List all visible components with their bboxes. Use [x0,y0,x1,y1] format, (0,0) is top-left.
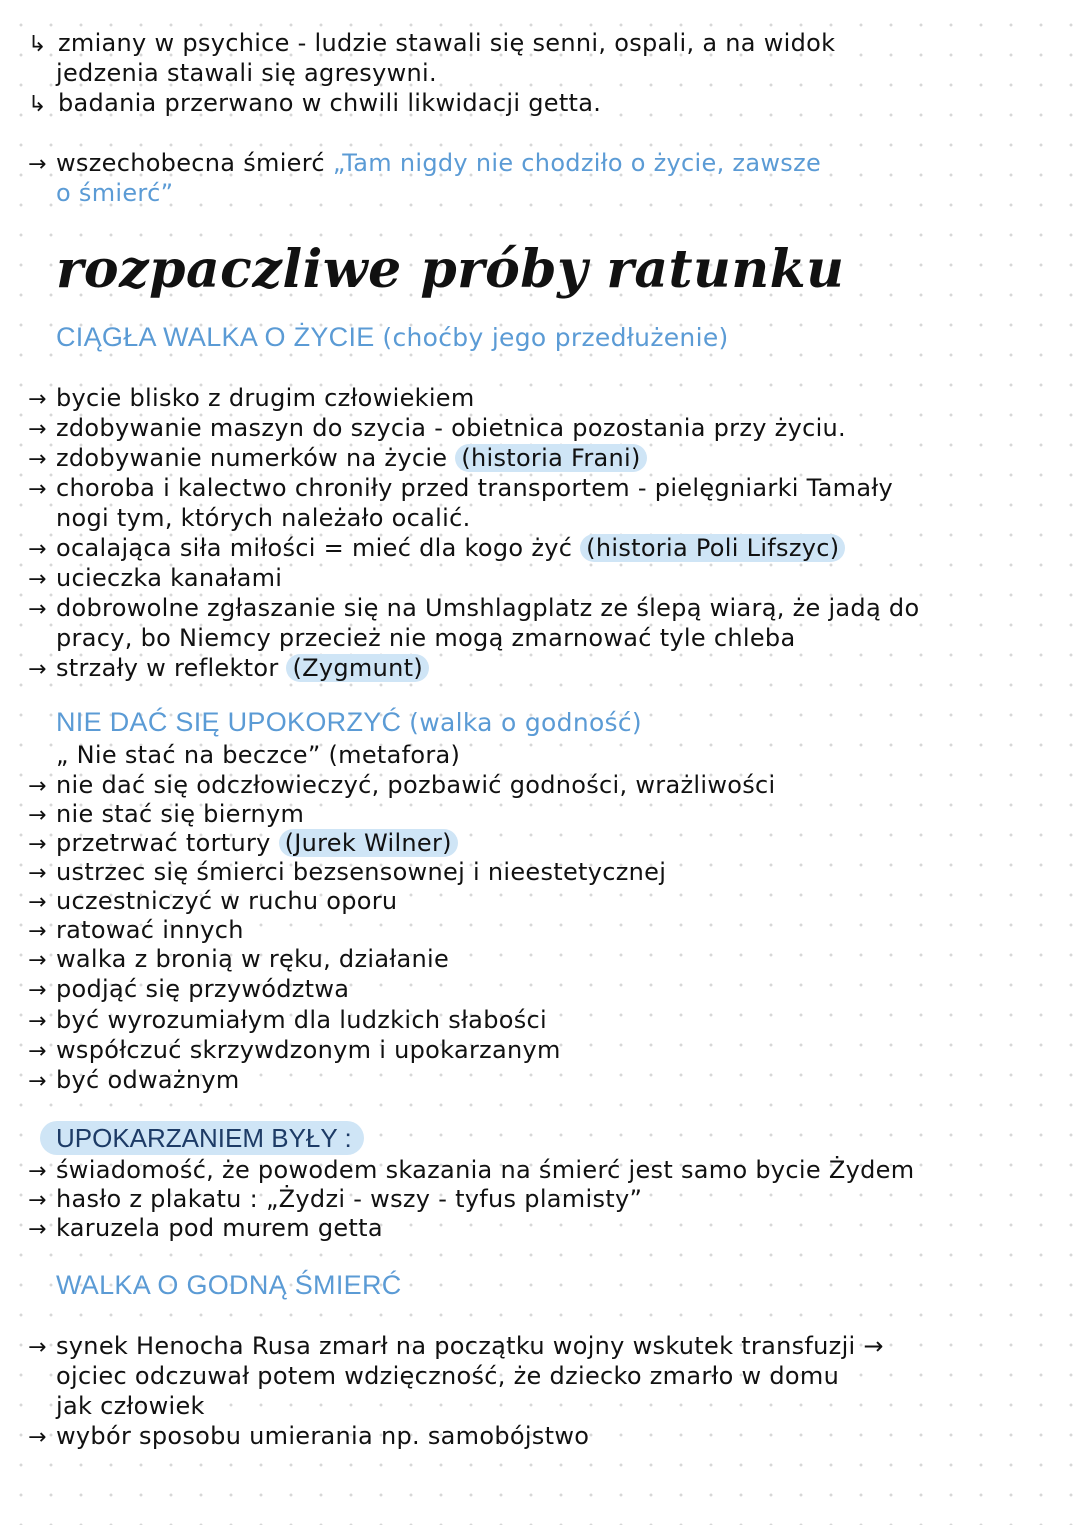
section-heading-highlighted: UPOKARZANIEM BYŁY : [40,1121,364,1155]
arrow-icon: → [28,417,47,442]
note-line: ↳ zmiany w psychice - ludzie stawali się senni, ospali, a na widok [28,28,835,60]
list-item: → choroba i kalectwo chroniły przed transportem - pielęgniarki Tamały [28,473,893,505]
list-item: → ustrzec się śmierci bezsensownej i nieestetycznej [28,857,666,889]
arrow-icon: → [28,537,47,562]
quote-text: o śmierć” [56,179,174,207]
list-item: → dobrowolne zgłaszanie się na Umshlagplatz ze ślepą wiarą, że jadą do [28,593,919,625]
arrow-icon: → [28,1009,47,1034]
note-line: → wszechobecna śmierć „Tam nigdy nie chodziło o życie, zawsze [28,148,821,180]
list-item: → nie stać się biernym [28,799,304,831]
list-item-continuation: pracy, bo Niemcy przecież nie mogą zmarnować tyle chleba [56,624,796,652]
arrow-icon: → [28,1335,47,1360]
arrow-icon: → [28,861,47,886]
arrow-icon: → [28,477,47,502]
page-title: rozpaczliwe próby ratunku [56,239,845,300]
list-item: → zdobywanie numerków na życie (historia Frani) [28,443,647,475]
arrow-icon: → [28,803,47,828]
list-item: → strzały w reflektor (Zygmunt) [28,653,429,685]
list-item: → walka z bronią w ręku, działanie [28,944,449,976]
arrow-icon: → [28,1159,47,1184]
list-item: → przetrwać tortury (Jurek Wilner) [28,828,458,860]
arrow-icon: → [28,387,47,412]
arrow-icon: → [28,447,47,472]
list-item: → być odważnym [28,1065,240,1097]
list-item-continuation: nogi tym, których należało ocalić. [56,504,471,532]
list-item: → zdobywanie maszyn do szycia - obietnica pozostania przy życiu. [28,413,846,445]
list-item: → być wyrozumiałym dla ludzkich słabości [28,1005,547,1037]
section-heading: CIĄGŁA WALKA O ŻYCIE (choćby jego przedłużenie) [56,322,729,352]
hook-arrow-icon: ↳ [28,92,47,117]
section-heading: WALKA O GODNĄ ŚMIERĆ [56,1270,402,1300]
highlight-reference: (Jurek Wilner) [279,829,458,857]
arrow-icon: → [28,567,47,592]
arrow-icon: → [28,890,47,915]
list-item: → podjąć się przywództwa [28,974,349,1006]
highlight-reference: (historia Frani) [455,444,646,472]
quote-line: „ Nie stać na beczce” (metafora) [56,741,461,769]
list-item: → świadomość, że powodem skazania na śmierć jest samo bycie Żydem [28,1155,914,1187]
list-item: → ocalająca siła miłości = mieć dla kogo żyć (historia Poli Lifszyc) [28,533,845,565]
arrow-icon: → [28,1188,47,1213]
section-heading: NIE DAĆ SIĘ UPOKORZYĆ (walka o godność) [56,707,642,737]
hook-arrow-icon: ↳ [28,32,47,57]
arrow-icon: → [28,152,47,177]
list-item: → synek Henocha Rusa zmarł na początku wojny wskutek transfuzji → [28,1331,884,1363]
arrow-icon: → [28,1217,47,1242]
list-item: → nie dać się odczłowieczyć, pozbawić godności, wrażliwości [28,770,776,802]
arrow-icon: → [28,597,47,622]
list-item: → hasło z plakatu : „Żydzi - wszy - tyfus plamisty” [28,1184,642,1216]
highlight-reference: (Zygmunt) [286,654,429,682]
list-item: → uczestniczyć w ruchu oporu [28,886,397,918]
list-item: → wybór sposobu umierania np. samobójstwo [28,1421,589,1453]
list-item-continuation: ojciec odczuwał potem wdzięczność, że dziecko zmarło w domu [56,1362,840,1390]
note-line: ↳ badania przerwano w chwili likwidacji getta. [28,88,601,120]
arrow-icon: → [28,1425,47,1450]
arrow-icon: → [28,1039,47,1064]
quote-text: „Tam nigdy nie chodziło o życie, zawsze [332,149,822,177]
list-item: → ucieczka kanałami [28,563,282,595]
arrow-icon: → [28,948,47,973]
list-item: → bycie blisko z drugim człowiekiem [28,383,475,415]
note-line: jedzenia stawali się agresywni. [56,59,437,87]
arrow-icon: → [28,978,47,1003]
arrow-icon: → [28,774,47,799]
arrow-icon: → [28,657,47,682]
arrow-icon: → [28,1069,47,1094]
list-item: → karuzela pod murem getta [28,1213,383,1245]
list-item: → ratować innych [28,915,244,947]
arrow-icon: → [28,919,47,944]
list-item-continuation: jak człowiek [56,1392,205,1420]
arrow-icon: → [28,832,47,857]
list-item: → współczuć skrzywdzonym i upokarzanym [28,1035,561,1067]
highlight-reference: (historia Poli Lifszyc) [580,534,845,562]
